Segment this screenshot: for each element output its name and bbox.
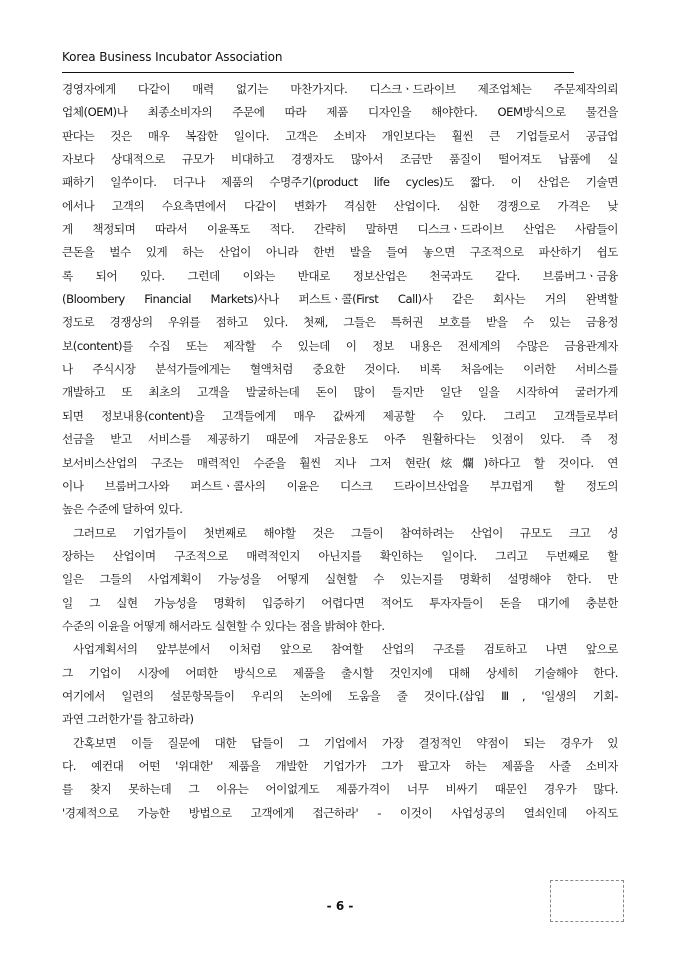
text-line: 보서비스산업의 구조는 매력적인 수준을 훨씬 지나 그저 현란(炫爛)하다고 할 것이다. 연: [62, 455, 618, 470]
text-line: 그 기업이 시장에 어떠한 방식으로 제품을 출시할 것인지에 대해 상세히 기술해야 한다.: [62, 665, 618, 680]
text-line: 자보다 상대적으로 규모가 비대하고 경쟁자도 많아서 조금만 품질이 떨어져도 납품에 실: [62, 152, 618, 167]
text-line: 여기에서 일련의 설문항목들이 우리의 논의에 도움을 줄 것이다.(삽입 Ⅲ, '일생의 기회-: [62, 688, 618, 703]
text-line: 정도로 경쟁상의 우위를 점하고 있다. 첫째, 그들은 특허권 보호를 받을 수 있는 금융정: [62, 315, 618, 330]
text-line: 일은 그들의 사업계획이 가능성을 어떻게 실현할 수 있는지를 명확히 설명해야 한다. 만: [62, 572, 618, 587]
text-line: 그러므로 기업가들이 첫번째로 해야할 것은 그들이 참여하려는 산업이 규모도 크고 성: [73, 525, 618, 540]
text-line: 사업계획서의 앞부분에서 이처럼 앞으로 참여할 산업의 구조를 검토하고 나면 앞으로: [73, 642, 618, 657]
text-line: 수준의 이윤을 어떻게 해서라도 실현할 수 있다는 점을 밝혀야 한다.: [62, 618, 385, 633]
text-line: 나 주식시장 분석가들에게는 혈액처럼 중요한 것이다. 비록 처음에는 이러한 서비스를: [62, 362, 618, 377]
page-number: - 6 -: [326, 899, 354, 913]
text-line: (Bloombery Financial Markets)사나 퍼스트ㆍ콜(First Call)사 같은 회사는 거의 완벽할: [62, 292, 618, 307]
text-line: 를 찾지 못하는데 그 이유는 어이없게도 제품가격이 너무 비싸기 때문인 경우가 많다.: [62, 782, 618, 797]
text-line: 에서나 고객의 수요측면에서 다같이 변화가 격심한 산업이다. 심한 경쟁으로 가격은 낮: [62, 198, 618, 213]
text-line: 이나 브룸버그사와 퍼스트ㆍ콜사의 이윤은 디스크 드라이브산업을 부끄럽게 할 정도의: [62, 478, 618, 493]
text-line: 개발하고 또 최초의 고객을 발굴하는데 돈이 많이 들지만 일단 일을 시작하여 굴러가게: [62, 385, 618, 400]
text-line: 판다는 것은 매우 복잡한 일이다. 고객은 소비자 개인보다는 훨씬 큰 기업들로서 공급업: [62, 128, 618, 143]
text-line: 선금을 받고 서비스를 제공하기 때문에 자금운용도 아주 원활하다는 잇점이 있다. 즉 정: [62, 432, 618, 447]
text-line: 록 되어 있다. 그런데 이와는 반대로 정보산업은 천국과도 같다. 브룸버그ㆍ금융: [62, 268, 618, 283]
text-line: 되면 정보내용(content)을 고객들에게 매우 값싸게 제공할 수 있다. 그리고 고객들로부터: [62, 408, 618, 423]
text-line: 과연 그러한가'를 참고하라): [62, 712, 194, 727]
text-line: 다. 예컨대 어떤 '위대한' 제품을 개발한 기업가가 그가 팔고자 하는 제품을 사줄 소비자: [62, 758, 618, 773]
text-line: 높은 수준에 달하여 있다.: [62, 502, 183, 517]
text-line: '경제적으로 가능한 방법으로 고객에게 접근하라' - 이것이 사업성공의 열쇠인데 아직도: [62, 805, 618, 820]
header-rule: [62, 72, 574, 73]
text-line: 게 책정되며 따라서 이윤폭도 적다. 간략히 말하면 디스크ㆍ드라이브 산업은 사람들이: [62, 222, 618, 237]
text-line: 보(content)를 수집 또는 제작할 수 있는데 이 정보 내용은 전세계의 수많은 금융관계자: [62, 338, 618, 353]
text-line: 패하기 일쑤이다. 더구나 제품의 수명주기(product life cycles)도 짧다. 이 산업은 기술면: [62, 175, 618, 190]
text-line: 간혹보면 이들 질문에 대한 답들이 그 기업에서 가장 결정적인 약점이 되는 경우가 있: [73, 735, 618, 750]
document-header: Korea Business Incubator Association: [62, 50, 283, 64]
text-line: 큰돈을 벌수 있게 하는 산업이 아니라 한번 발을 들여 놓으면 구조적으로 파산하기 쉽도: [62, 245, 618, 260]
text-line: 업체(OEM)나 최종소비자의 주문에 따라 제품 디자인을 해야한다. OEM방식으로 물건을: [62, 105, 618, 120]
text-line: 일 그 실현 가능성을 명확히 입증하기 어렵다면 적어도 투자자들이 돈을 대기에 충분한: [62, 595, 618, 610]
text-line: 경영자에게 다같이 매력 없기는 마찬가지다. 디스크ㆍ드라이브 제조업체는 주문제작의뢰: [62, 82, 618, 96]
text-line: 장하는 산업이며 구조적으로 매력적인지 아닌지를 확인하는 일이다. 그리고 두번째로 할: [62, 548, 618, 563]
body-text: [62, 78, 618, 825]
